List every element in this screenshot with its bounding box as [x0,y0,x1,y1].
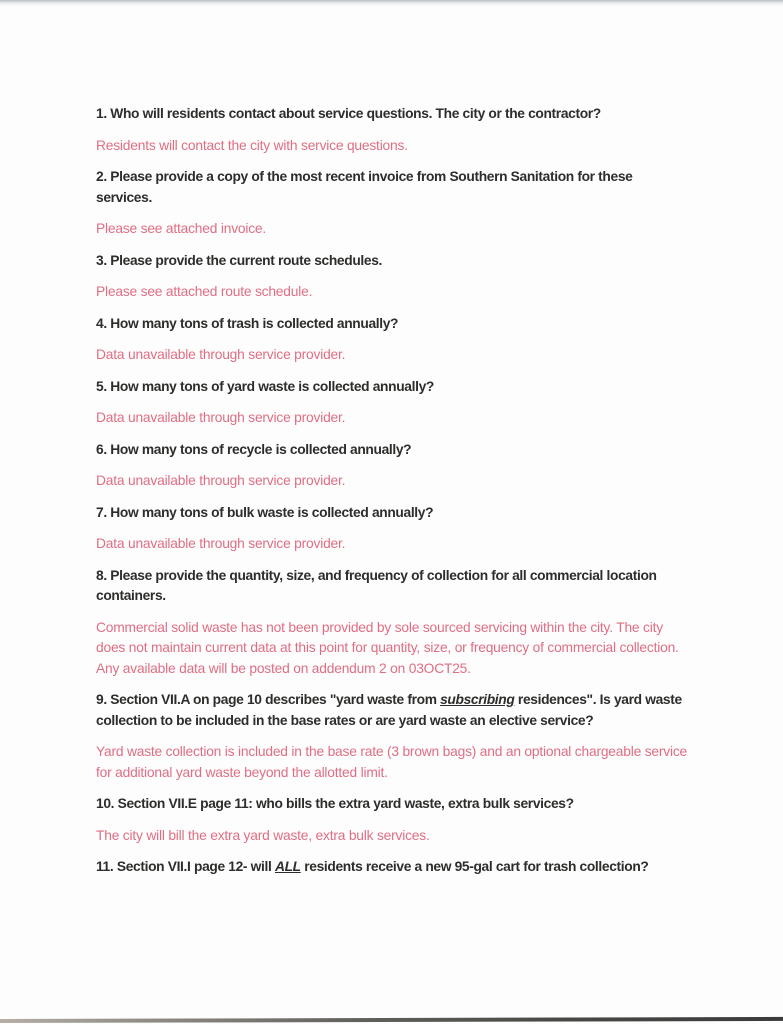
answer-text: Data unavailable through service provider. [96,536,346,551]
question-segment: 3. Please provide the current route schedules. [96,252,383,268]
answer-text: Please see attached invoice. [96,221,267,236]
answer-text: Please see attached route schedule. [96,284,313,299]
question-text [96,440,690,461]
question-segment: 2. Please provide a copy of the most recent invoice from Southern Sanitation for these services. [96,169,633,205]
question-emphasis-text: subscribing [440,692,515,707]
answer-text: Data unavailable through service provider. [96,347,346,362]
answer-text: Residents will contact the city with service questions. [96,137,408,153]
question-text [96,167,690,208]
answer-text: Data unavailable through service provider. [96,410,346,425]
question-segment: 9. Section VII.A on page 10 describes "yard waste from [96,692,441,707]
question-segment: 1. Who will residents contact about service questions. The city or the contractor? [96,106,601,121]
question-segment: 4. How many tons of trash is collected annually? [96,315,399,331]
question-text [96,566,690,607]
question-segment: residents receive a new 95-gal cart for trash collection? [300,859,649,874]
question-text [96,377,690,398]
question-text [96,503,690,524]
question-text [96,794,690,815]
question-text [96,314,690,335]
question-text [96,104,690,125]
question-segment: 6. How many tons of recycle is collected annually? [96,441,412,457]
question-segment: 8. Please provide the quantity, size, and frequency of collection for all commercial location containers. [96,567,657,603]
answer-text: Commercial solid waste has not been provided by sole sourced servicing within the city. The city does not maintain current data at this point for quantity, size, or frequency of commercial collection. Any available data will be posted on addendum 2 on 03OCT25. [96,619,679,676]
question-segment: 11. Section VII.I page 12- will [96,859,275,874]
answer-text: Yard waste collection is included in the base rate (3 brown bags) and an optional chargeable service for additional yard waste beyond the allotted limit. [96,744,688,780]
question-emphasis-text: ALL [274,859,301,874]
scan-artifact-top-edge [0,0,783,7]
question-segment: 5. How many tons of yard waste is collected annually? [96,378,434,394]
qa-list [96,104,690,889]
answer-text: Data unavailable through service provider. [96,473,346,488]
question-segment: 7. How many tons of bulk waste is collected annually? [96,504,434,520]
question-segment: 10. Section VII.E page 11: who bills the extra yard waste, extra bulk services? [96,796,574,811]
question-text [96,251,690,272]
question-text [96,690,690,731]
answer-text: The city will bill the extra yard waste, extra bulk services. [96,827,430,843]
question-segment: residences". Is yard waste collection to be included in the base rates or are yard waste an elective service? [96,692,682,728]
scan-artifact-bottom-edge [0,1017,783,1023]
question-text [96,857,690,878]
